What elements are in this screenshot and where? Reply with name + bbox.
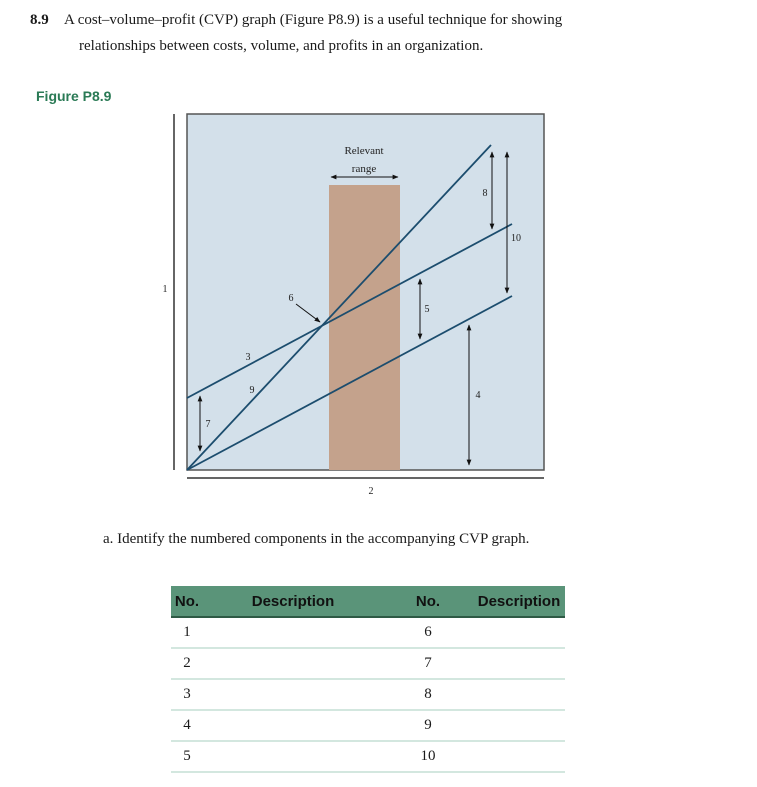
table-row (171, 617, 565, 648)
label-3: 3 (245, 352, 251, 363)
problem-text-line2: relationships between costs, volume, and profits in an organization. (79, 38, 484, 54)
table-row (171, 741, 565, 772)
cell-no: 6 (383, 617, 473, 648)
cell-description[interactable] (203, 617, 383, 648)
cell-no: 3 (171, 679, 203, 710)
label-4: 4 (475, 390, 481, 401)
problem-text-line1: A cost–volume–profit (CVP) graph (Figure P8.9) is a useful technique for showing (64, 12, 563, 28)
label-2: 2 (368, 486, 374, 497)
table-row (171, 648, 565, 679)
label-1: 1 (162, 284, 168, 295)
label-6: 6 (288, 293, 294, 304)
problem-number: 8.9 (30, 12, 49, 28)
header-no: No. (171, 586, 203, 617)
answer-table (171, 586, 565, 773)
cell-description[interactable] (473, 648, 565, 679)
cell-description[interactable] (203, 648, 383, 679)
cell-no: 2 (171, 648, 203, 679)
cell-no: 9 (383, 710, 473, 741)
range-label: range (351, 163, 377, 175)
cell-description[interactable] (203, 710, 383, 741)
cell-description[interactable] (473, 710, 565, 741)
cell-no: 8 (383, 679, 473, 710)
cell-description[interactable] (473, 617, 565, 648)
header-description-2: Description (473, 586, 565, 617)
header-description: Description (203, 586, 383, 617)
question-a: a. Identify the numbered components in the accompanying CVP graph. (103, 531, 530, 547)
relevant-label: Relevant (344, 145, 384, 157)
cell-description[interactable] (203, 741, 383, 772)
label-7: 7 (205, 419, 211, 430)
cell-no: 10 (383, 741, 473, 772)
header-no-2: No. (383, 586, 473, 617)
relevant-range-bar (329, 185, 400, 470)
figure-caption: Figure P8.9 (36, 88, 112, 104)
cell-description[interactable] (473, 679, 565, 710)
cell-no: 4 (171, 710, 203, 741)
cell-no: 7 (383, 648, 473, 679)
cell-description[interactable] (473, 741, 565, 772)
label-10: 10 (511, 233, 521, 244)
label-5: 5 (424, 304, 430, 315)
cell-description[interactable] (203, 679, 383, 710)
label-9: 9 (249, 385, 255, 396)
cell-no: 1 (171, 617, 203, 648)
table-row (171, 710, 565, 741)
table-header-row (171, 586, 565, 617)
table-row (171, 679, 565, 710)
label-8: 8 (482, 188, 488, 199)
cell-no: 5 (171, 741, 203, 772)
